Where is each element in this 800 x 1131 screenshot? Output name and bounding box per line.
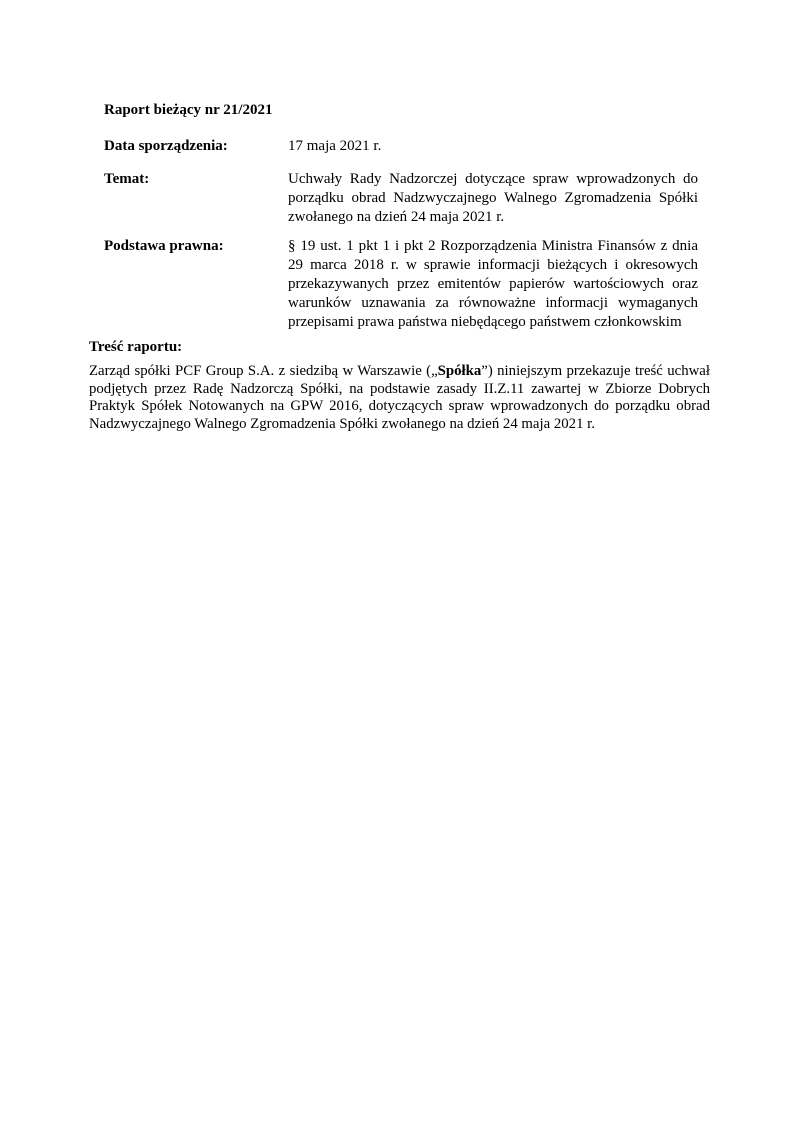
topic-value: Uchwały Rady Nadzorczej dotyczące spraw wprowadzonych do porządku obrad Nadzwyczajnego Walnego Zgromadzenia Spółki zwołanego na dzień 24 maja 2021 r. [288,171,698,225]
content-heading: Treść raportu: [89,339,183,355]
content-body [89,363,710,433]
report-title: Raport bieżący nr 21/2021 [104,102,273,118]
topic-label: Temat: [104,171,150,187]
date-value: 17 maja 2021 r. [288,138,382,154]
legal-basis-label: Podstawa prawna: [104,238,224,254]
company-defined-term: Spółka [437,363,482,379]
date-label: Data sporządzenia: [104,138,228,154]
content-body-start: Zarząd spółki PCF Group S.A. z siedzibą w Warszawie („ [89,363,438,379]
content-body-end: ”) niniejszym przekazuje treść uchwał podjętych przez Radę Nadzorczą Spółki, na podstawie zasady II.Z.11 zawartej w Zbiorze Dobrych Praktyk Spółek Notowanych na GPW 2016, dotyczących spraw wprowadzonych do porządku obrad Nadzwyczajnego Walnego Zgromadzenia Spółki zwołanego na dzień 24 maja 2021 r. [89,363,710,432]
legal-basis-value: § 19 ust. 1 pkt 1 i pkt 2 Rozporządzenia Ministra Finansów z dnia 29 marca 2018 r. w sprawie informacji bieżących i okresowych przekazywanych przez emitentów papierów wartościowych oraz warunków uznawania za równoważne informacji wymaganych przepisami prawa państwa niebędącego państwem członkowskim [288,238,698,330]
